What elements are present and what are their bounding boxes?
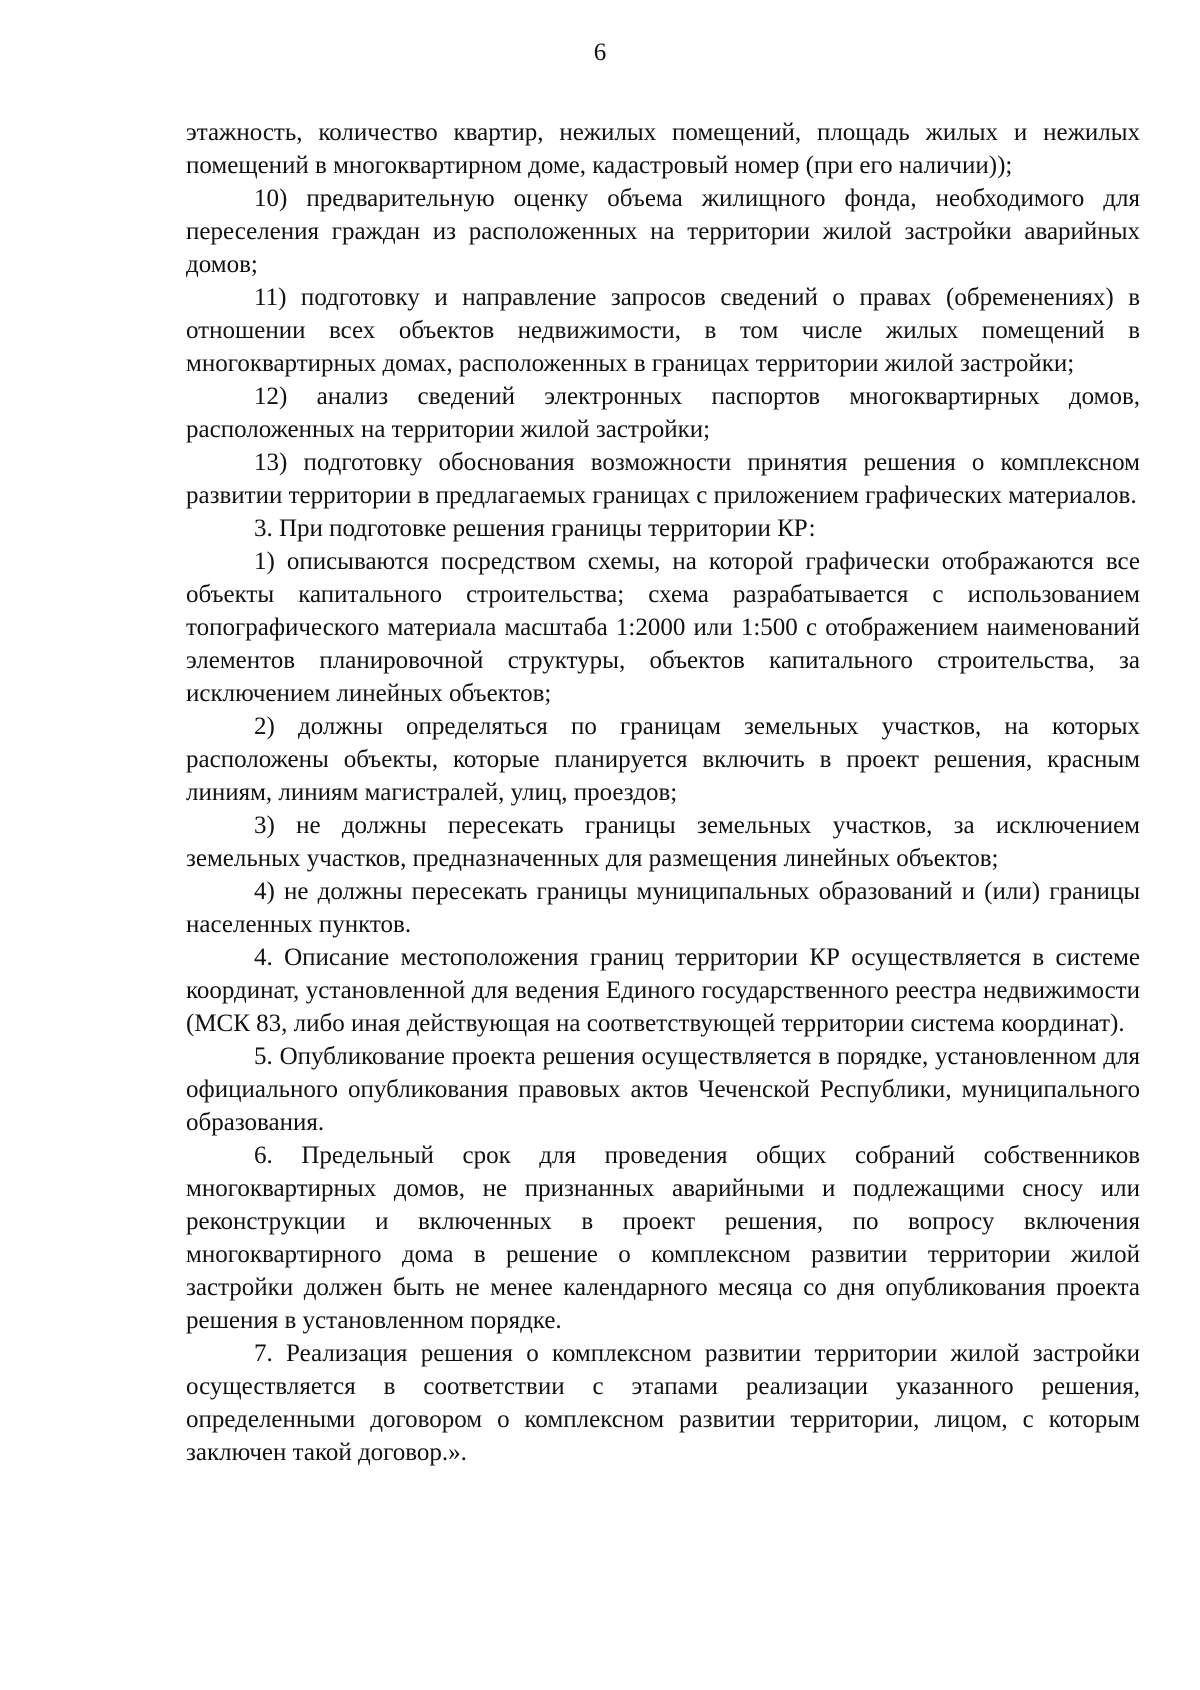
page-number: 6 [593, 39, 607, 66]
paragraph-continuation: этажность, количество квартир, нежилых помещений, площадь жилых и нежилых помещений в многоквартирном доме, кадастровый номер (при его наличии)); [186, 119, 1140, 179]
paragraph-section-3: 3. При подготовке решения границы территории КР: [254, 515, 816, 542]
document-body [186, 116, 1140, 1469]
paragraph-section-3-item-1: 1) описываются посредством схемы, на которой графически отображаются все объекты капитального строительства; схема разрабатывается с использованием топографического материала масштаба 1:2000 или 1:500 с отображением наименований элементов планировочной структуры, объектов капитального строительства, за исключением линейных объектов; [186, 548, 1140, 707]
paragraph-section-3-item-3: 3) не должны пересекать границы земельных участков, за исключением земельных участков, предназначенных для размещения линейных объектов; [186, 812, 1140, 872]
paragraph-item-13: 13) подготовку обоснования возможности принятия решения о комплексном развитии территории в предлагаемых границах с приложением графических материалов. [186, 449, 1140, 509]
paragraph-section-5: 5. Опубликование проекта решения осуществляется в порядке, установленном для официального опубликования правовых актов Чеченской Республики, муниципального образования. [186, 1043, 1140, 1136]
paragraph-item-10: 10) предварительную оценку объема жилищного фонда, необходимого для переселения граждан из расположенных на территории жилой застройки аварийных домов; [186, 185, 1140, 278]
paragraph-section-7: 7. Реализация решения о комплексном развитии территории жилой застройки осуществляется в соответствии с этапами реализации указанного решения, определенными договором о комплексном развитии территории, лицом, с которым заключен такой договор.». [186, 1340, 1140, 1466]
paragraph-section-3-item-2: 2) должны определяться по границам земельных участков, на которых расположены объекты, которые планируется включить в проект решения, красным линиям, линиям магистралей, улиц, проездов; [186, 713, 1140, 806]
paragraph-section-4: 4. Описание местоположения границ территории КР осуществляется в системе координат, установленной для ведения Единого государственного реестра недвижимости (МСК 83, либо иная действующая на соответствующей территории система координат). [186, 944, 1140, 1037]
paragraph-section-6: 6. Предельный срок для проведения общих собраний собственников многоквартирных домов, не признанных аварийными и подлежащими сносу или реконструкции и включенных в проект решения, по вопросу включения многоквартирного дома в решение о комплексном развитии территории жилой застройки должен быть не менее календарного месяца со дня опубликования проекта решения в установленном порядке. [186, 1142, 1140, 1334]
paragraph-section-3-item-4: 4) не должны пересекать границы муниципальных образований и (или) границы населенных пунктов. [186, 878, 1140, 938]
paragraph-item-11: 11) подготовку и направление запросов сведений о правах (обременениях) в отношении всех объектов недвижимости, в том числе жилых помещений в многоквартирных домах, расположенных в границах территории жилой застройки; [186, 284, 1140, 377]
paragraph-item-12: 12) анализ сведений электронных паспортов многоквартирных домов, расположенных на территории жилой застройки; [186, 383, 1140, 443]
